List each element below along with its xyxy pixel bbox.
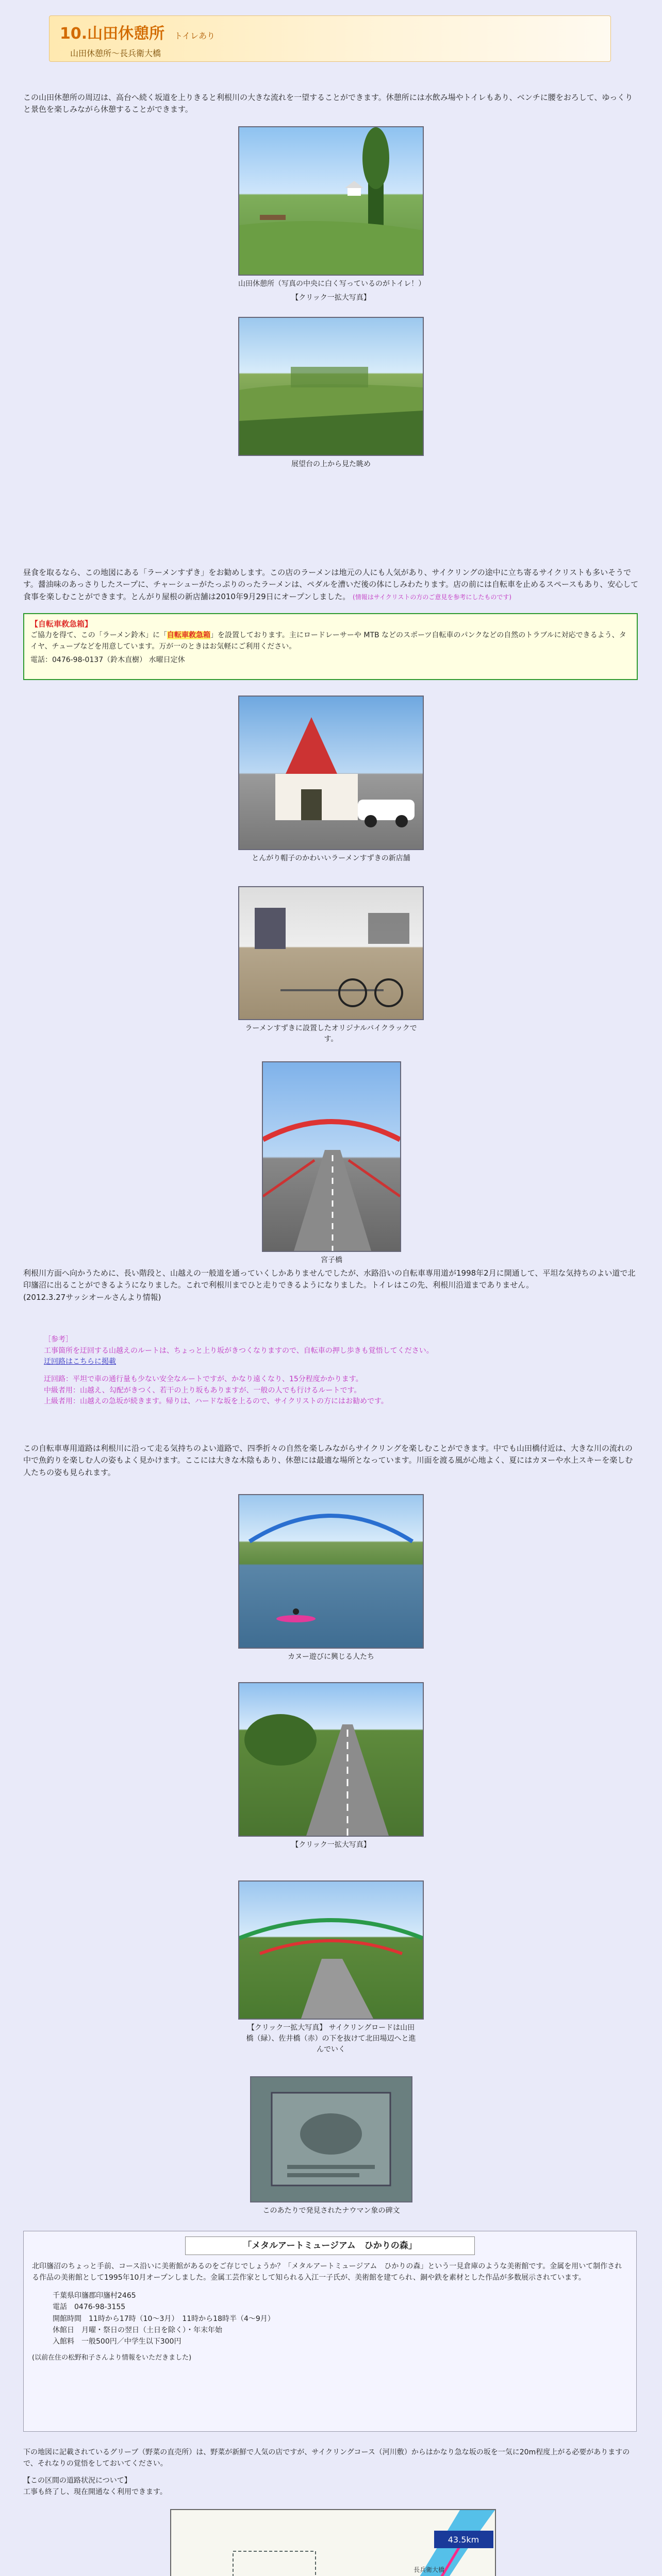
figure-link[interactable]: 【クリック一拡大写真】	[291, 294, 371, 302]
route-map[interactable]	[170, 2509, 496, 2576]
first-aid-text-c: 万が一のときはお気軽にご利用ください。	[159, 642, 296, 651]
detour-title: ［参考］	[44, 1335, 73, 1344]
map-note-3: 工事も終了し、現在開通なく利用できます。	[23, 2488, 167, 2497]
figure-ramen-shop	[238, 696, 424, 864]
ramen-text	[23, 567, 639, 603]
bridge-photo	[262, 1061, 401, 1252]
figure-bridges[interactable]	[238, 1880, 424, 2055]
figure-miyako-bridge	[262, 1061, 401, 1266]
figure-caption[interactable]: 【クリック一拡大写真】 サイクリングロードは山田橋（緑）、佐井橋（赤）の下を抜けて北田場辺へと進んでいく	[246, 2024, 416, 2054]
toilet-badge: トイレあり	[174, 31, 216, 41]
detour-route-2: 中級者用：山越え、勾配がきつく、若干の上り坂もありますが、一般の人でも行けるルートです。	[44, 1386, 361, 1395]
museum-info	[53, 2290, 628, 2348]
bridge-date: (2012.3.27サッシオールさんより情報)	[23, 1292, 161, 1302]
detour-link[interactable]: 迂回路はこちらに掲載	[44, 1358, 116, 1366]
viewpoint-photo[interactable]	[238, 317, 424, 456]
figure-bike-rack	[238, 886, 424, 1045]
detour-route-1: 迂回路：平坦で車の通行量も少ない安全なルートですが、かなり遠くなり、15分程度かかります。	[44, 1375, 363, 1384]
page-header	[49, 15, 611, 62]
figure-canoe	[238, 1494, 424, 1663]
figure-rest-area[interactable]	[238, 126, 424, 303]
museum-box	[23, 2231, 637, 2432]
figure-link[interactable]: 【クリック一拡大写真】	[291, 1841, 371, 1849]
figure-viewpoint[interactable]	[238, 317, 424, 470]
first-aid-phone: 電話：0476-98-0137（鈴木直樹） 水曜日定休	[30, 655, 185, 664]
museum-tel: 電話 0476-98-3155	[53, 2303, 126, 2312]
river-text: この自転車専用道路は利根川に沿って走る気持ちのよい道路で、四季折々の自然を楽しみながらサイクリングを楽しむことができます。中でも山田橋付近は、大きな川の流れの中で魚釣りを楽しむ人の姿もよく見かけます。ここには大きな木陰もあり、休憩には最適な場所となっています。川面を渡る風が心地よく、夏にはカヌーや水上スキーを楽しむ人たちの姿も見られます。	[23, 1444, 633, 1477]
figure-cycling-road[interactable]	[238, 1682, 424, 1851]
intro-text: この山田休憩所の周辺は、高台へ続く坂道を上りきると利根川の大きな流れを一望することができます。休憩所には水飲み場やトイレもあり、ベンチに腰をおろして、ゆっくりと景色を楽しみながら休憩することができます。	[23, 93, 633, 114]
bridges-photo[interactable]	[238, 1880, 424, 2020]
bridge-text	[23, 1267, 639, 1303]
rest-area-photo[interactable]	[238, 126, 424, 276]
figure-caption: ラーメンすずきに設置したオリジナルバイクラックです。	[245, 1024, 417, 1043]
map-note-2: 【この区間の道路状況について】	[23, 2477, 131, 2485]
detour-route-3: 上級者用：山越えの急坂が続きます。帰りは、ハードな坂を上るので、サイクリストの方にはお勧めです。	[44, 1397, 388, 1406]
plaque-photo	[250, 2076, 412, 2202]
museum-fee: 入館料 一般500円／中学生以下300円	[53, 2337, 181, 2346]
distance-marker-top: 43.5km	[448, 2535, 479, 2545]
bridge-body: 利根川方面へ向かうために、長い階段と、山越えの一般道を通っていくしかありませんでしたが、水路沿いの自転車専用道が1998年2月に開通して、平坦な気持ちのよい道で北印旛沼に出ることができるようになりました。これで利根川までひと走りできるようになりました。トイレはこの先、利根川沿道までありません。	[23, 1268, 636, 1290]
page-subtitle: 山田休憩所～長兵衛大橋	[70, 48, 161, 58]
museum-title: 「メタルアートミュージアム ひかりの森」	[185, 2236, 475, 2255]
museum-credit: (以前在住の松野和子さんより情報をいただきました)	[32, 2353, 192, 2362]
first-aid-text	[30, 630, 631, 652]
canoe-photo	[238, 1494, 424, 1649]
museum-desc: 北印旛沼のちょっと手前、コース沿いに美術館があるのをご存じでしょうか？「メタルアートミュージアム ひかりの森」という一見倉庫のような美術館です。金属を用いて制作される作品の美術館として1995年10月オープンしました。金属工芸作家として知られる入江一子氏が、美術館を建てられ、銅や鉄を素材とした作品が多数展示されています。	[32, 2262, 622, 2282]
map-label-chobe-bridge: 長兵衛大橋	[413, 2566, 445, 2573]
bike-rack-photo	[238, 886, 424, 1020]
ramen-shop-photo	[238, 696, 424, 850]
museum-address: 千葉県印旛郡印旛村2465	[53, 2291, 136, 2300]
figure-caption: 展望台の上から見た眺め	[291, 460, 371, 468]
map-note-1: 下の地図に記載されているグリーブ（野菜の直売所）は、野菜が新鮮で人気の店ですが、サイクリングコース（河川敷）からはかなり急な坂の坂を一気に20m程度上がる必要がありますので、それなりの覚悟をしておいてください。	[23, 2448, 630, 2468]
detour-note	[44, 1334, 611, 1408]
first-aid-text-b: 」を設置しております。主にロードレーサーや MTB などのスポーツ自転車のパンクなどの自然のトラブルに対応できるよう、タイヤ、チューブなどを用意しています。	[30, 631, 626, 651]
museum-hours: 開館時間 11時から17時（10～3月） 11時から18時半（4～9月）	[53, 2314, 275, 2323]
museum-closed: 休館日 月曜・祭日の翌日（土日を除く）・年末年始	[53, 2326, 222, 2334]
bike-first-aid-box	[23, 613, 638, 680]
figure-caption: このあたりで発見されたナウマン象の碑文	[262, 2207, 400, 2215]
page-title: 10.山田休憩所	[60, 25, 165, 43]
ramen-note: (情報はサイクリストの方のご意見を参考にしたものです)	[353, 593, 512, 601]
figure-naumann-plaque	[250, 2076, 412, 2216]
figure-caption: とんがり帽子のかわいいラーメンすずきの新店舗	[252, 854, 410, 862]
map-notes	[23, 2447, 639, 2498]
first-aid-highlight: 自転車救急箱	[167, 631, 211, 640]
figure-caption: カヌー遊びに興じる人たち	[288, 1653, 374, 1661]
first-aid-text-a: ご協力を得て、この「ラーメン鈴木」に「	[30, 631, 168, 640]
figure-caption: 宮子橋	[321, 1256, 342, 1264]
cycling-road-photo[interactable]	[238, 1682, 424, 1837]
first-aid-label: 【自転車救急箱】	[30, 619, 93, 629]
detour-line: 工事箇所を迂回する山越えのルートは、ちょっと上り坂がきつくなりますので、自転車の押し歩きも覚悟してください。	[44, 1346, 434, 1355]
ramen-body: 昼食を取るなら、この地図にある「ラーメンすずき」をお勧めします。この店のラーメンは地元の人にも人気があり、サイクリングの途中に立ち寄るサイクリストも多いそうです。醤油味のあっさりしたスープに、チャーシューがたっぷりのったラーメンは、ペダルを漕いだ後の体にしみわたります。店の前には自転車を止めるスペースもあり、安心して食事を楽しむことができます。とんがり屋根の新店舗は2010年9月29日にオープンしました。	[23, 568, 639, 601]
figure-caption: 山田休憩所（写真の中央に白く写っているのがトイレ！）	[238, 280, 426, 288]
